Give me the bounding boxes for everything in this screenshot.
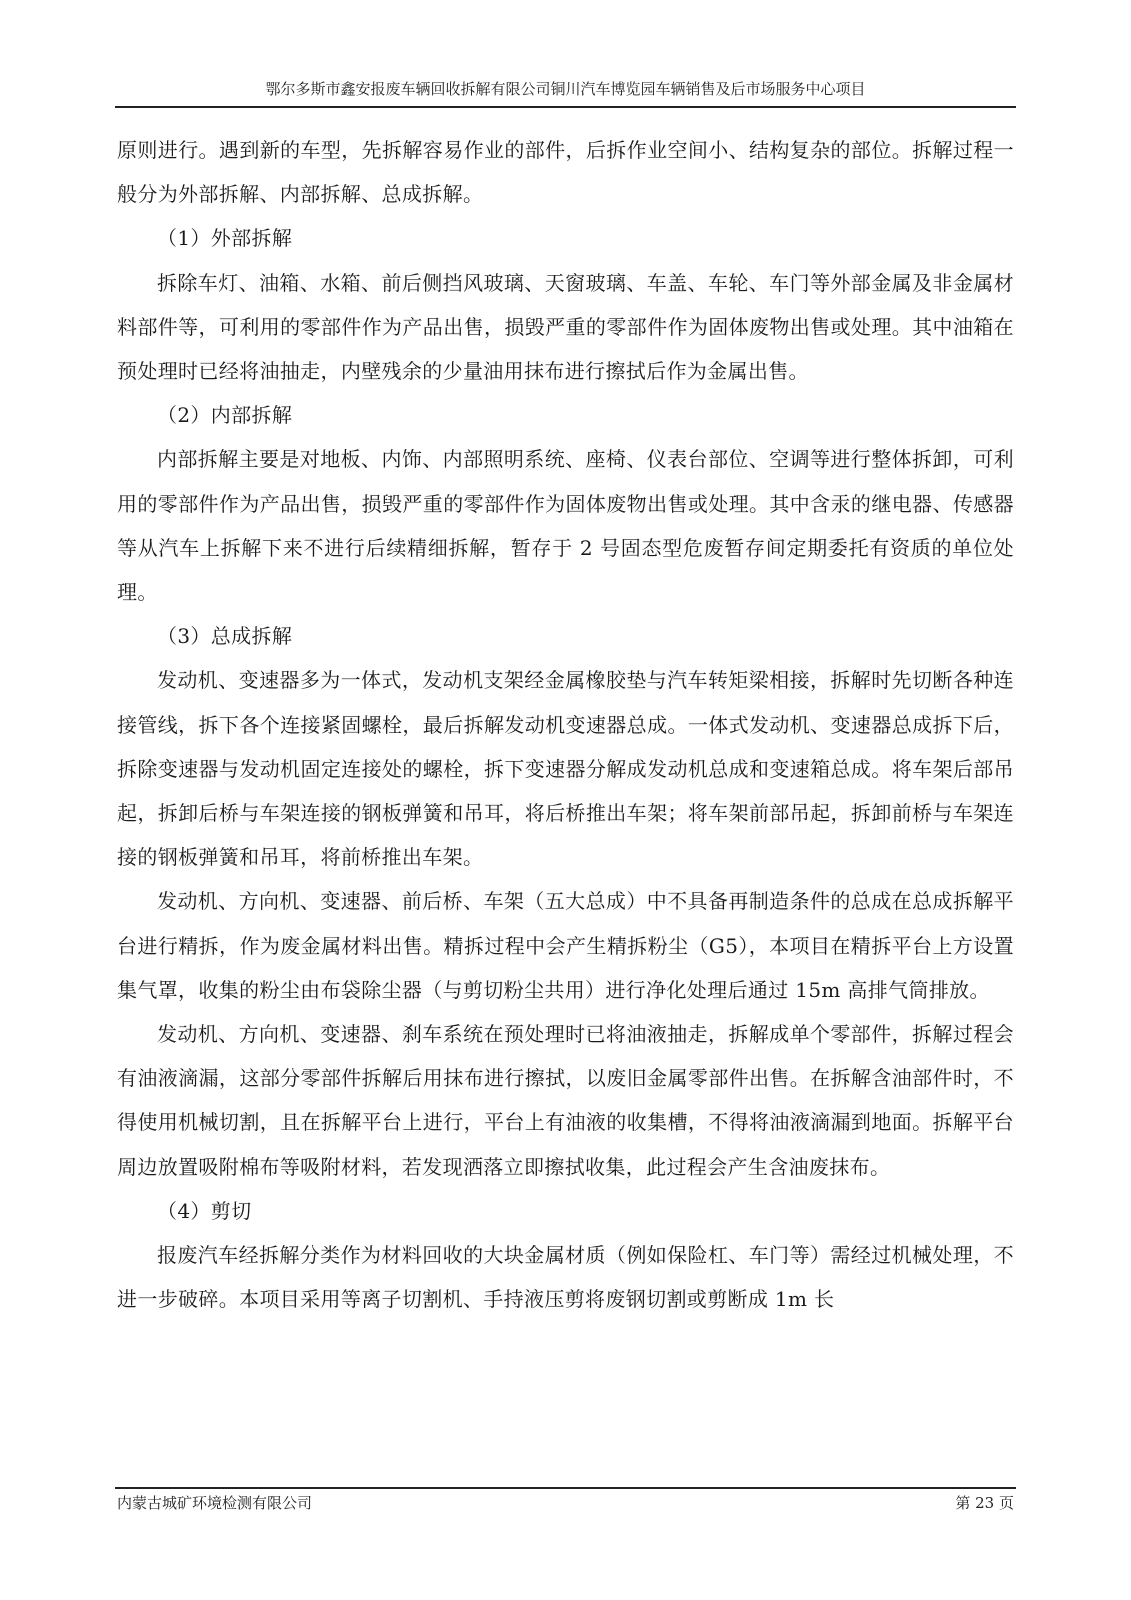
paragraph-assembly-disassembly: 发动机、变速器多为一体式，发动机支架经金属橡胶垫与汽车转矩梁相接，拆解时先切断各种连接管线，拆下各个连接紧固螺栓，最后拆解发动机变速器总成。一体式发动机、变速器总成拆下后，拆除变速器与发动机固定连接处的螺栓，拆下变速器分解成发动机总成和变速箱总成。将车架后部吊起，拆卸后桥与车架连接的钢板弹簧和吊耳，将后桥推出车架；将车架前部吊起，拆卸前桥与车架连接的钢板弹簧和吊耳，将前桥推出车架。	[117, 668, 1014, 870]
section-heading-internal-disassembly: （2）内部拆解	[157, 403, 293, 428]
document-body	[117, 128, 1014, 1321]
paragraph-continuation: 原则进行。遇到新的车型，先拆解容易作业的部件，后拆作业空间小、结构复杂的部位。拆解过程一般分为外部拆解、内部拆解、总成拆解。	[117, 138, 1014, 207]
paragraph-oil-handling: 发动机、方向机、变速器、刹车系统在预处理时已将油液抽走，拆解成单个零部件，拆解过程会有油液滴漏，这部分零部件拆解后用抹布进行擦拭，以废旧金属零部件出售。在拆解含油部件时，不得使用机械切割，且在拆解平台上进行，平台上有油液的收集槽，不得将油液滴漏到地面。拆解平台周边放置吸附棉布等吸附材料，若发现洒落立即擦拭收集，此过程会产生含油废抹布。	[117, 1022, 1014, 1179]
section-heading-assembly-disassembly: （3）总成拆解	[157, 624, 293, 649]
paragraph-external-disassembly: 拆除车灯、油箱、水箱、前后侧挡风玻璃、天窗玻璃、车盖、车轮、车门等外部金属及非金属材料部件等，可利用的零部件作为产品出售，损毁严重的零部件作为固体废物出售或处理。其中油箱在预处理时已经将油抽走，内壁残余的少量油用抹布进行擦拭后作为金属出售。	[117, 270, 1014, 384]
paragraph-fine-disassembly: 发动机、方向机、变速器、前后桥、车架（五大总成）中不具备再制造条件的总成在总成拆解平台进行精拆，作为废金属材料出售。精拆过程中会产生精拆粉尘（G5），本项目在精拆平台上方设置集气罩，收集的粉尘由布袋除尘器（与剪切粉尘共用）进行净化处理后通过 15m 高排气筒排放。	[117, 889, 1014, 1002]
header-title: 鄂尔多斯市鑫安报废车辆回收拆解有限公司铜川汽车博览园车辆销售及后市场服务中心项目	[265, 80, 866, 98]
paragraph-internal-disassembly: 内部拆解主要是对地板、内饰、内部照明系统、座椅、仪表台部位、空调等进行整体拆卸，可利用的零部件作为产品出售，损毁严重的零部件作为固体废物出售或处理。其中含汞的继电器、传感器等从汽车上拆解下来不进行后续精细拆解，暂存于 2 号固态型危废暂存间定期委托有资质的单位处理。	[117, 447, 1014, 605]
section-heading-external-disassembly: （1）外部拆解	[157, 226, 293, 251]
footer-divider	[115, 1487, 1016, 1489]
section-heading-cutting: （4）剪切	[157, 1198, 252, 1223]
page-header	[115, 78, 1016, 108]
paragraph-cutting: 报废汽车经拆解分类作为材料回收的大块金属材质（例如保险杠、车门等）需经过机械处理，不进一步破碎。本项目采用等离子切割机、手持液压剪将废钢切割或剪断成 1m 长	[117, 1243, 1014, 1312]
page-number: 第 23 页	[955, 1494, 1014, 1512]
footer-company: 内蒙古城矿环境检测有限公司	[117, 1494, 313, 1512]
